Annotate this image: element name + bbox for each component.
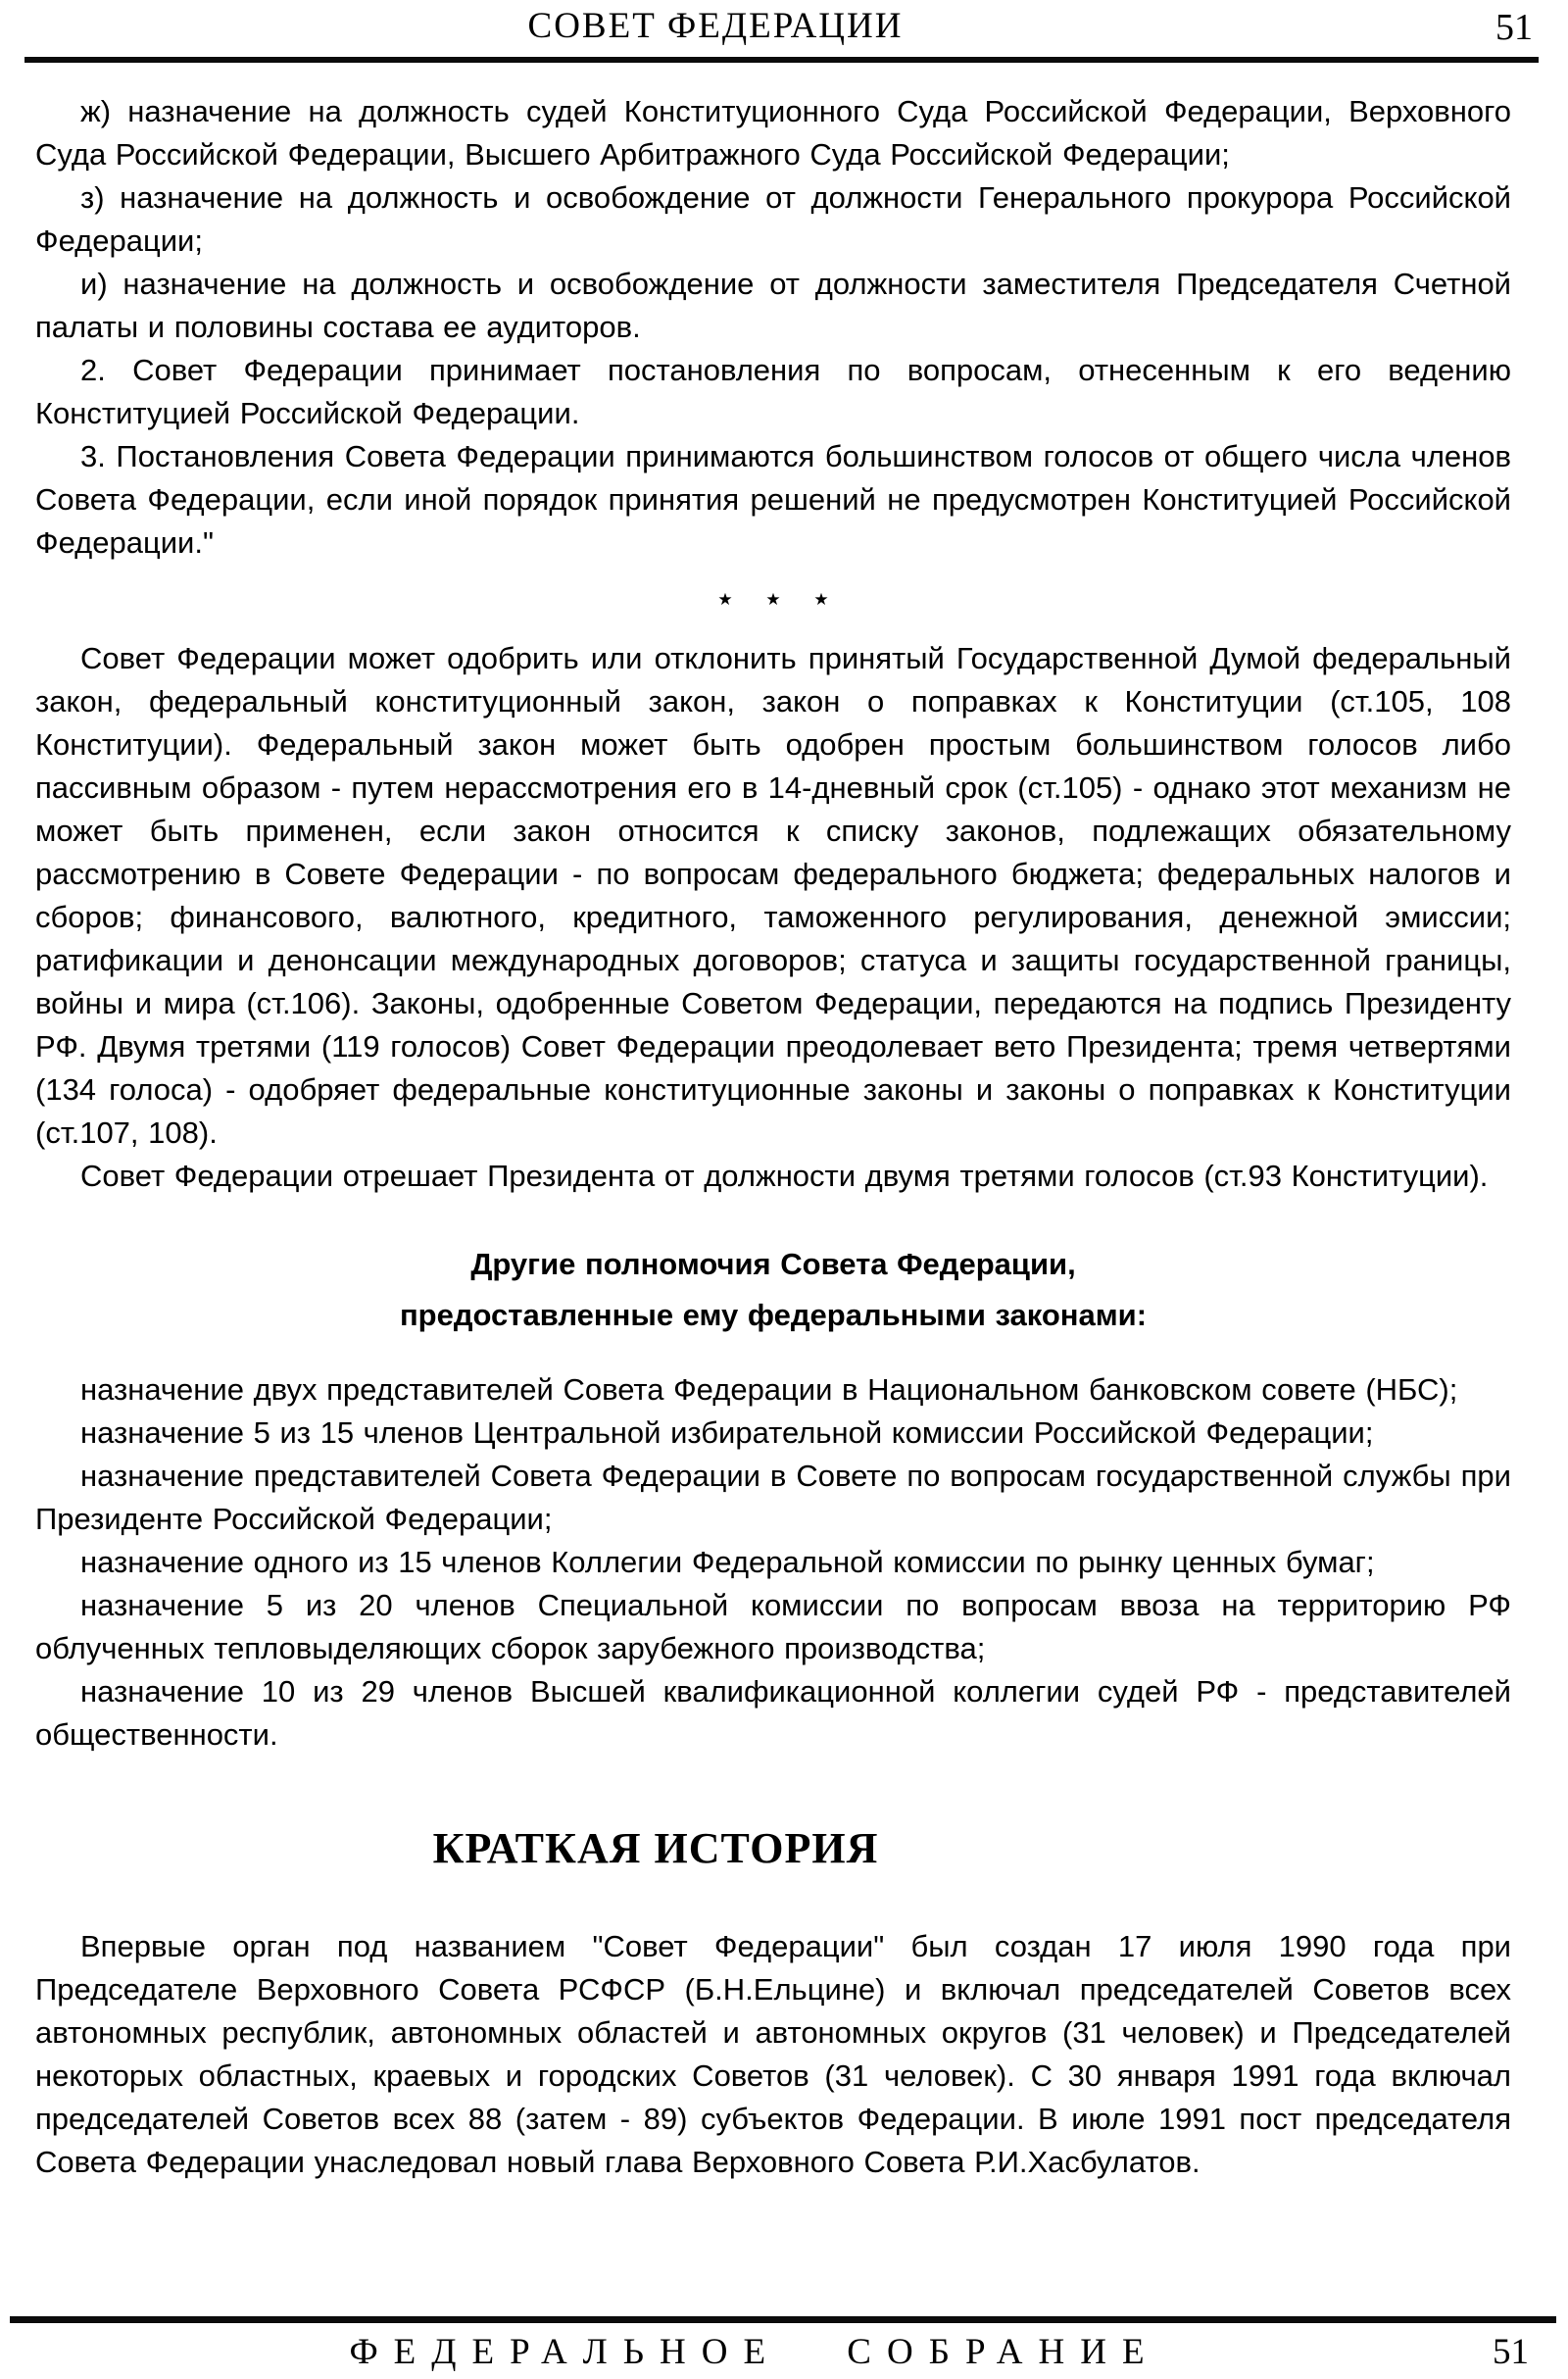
- paragraph-prosecutor-appointment: з) назначение на должность и освобождение от должности Генерального прокурора Российской Федерации;: [35, 180, 1511, 258]
- paragraph-history: Впервые орган под названием "Совет Федерации" был создан 17 июля 1990 года при Председателе Верховного Совета РСФСР (Б.Н.Ельцине) и включал председателей Советов всех автономных республик, автономных областей и автономных округов (31 человек) и Председателей некоторых областных, краевых и городских Советов (31 человек). С 30 января 1991 года включал председателей Советов всех 88 (затем - 89) субъектов Федерации. В июле 1991 пост председателя Совета Федерации унаследовал новый глава Верховного Совета Р.И.Хасбулатов.: [35, 1929, 1511, 2179]
- paragraph-judges-qualification-board: назначение 10 из 29 членов Высшей квалификационной коллегии судей РФ - представителей общественности.: [35, 1674, 1511, 1752]
- footer-page-number: 51: [1493, 2332, 1529, 2372]
- text-column: [35, 90, 1511, 2184]
- other-powers-heading-line2: предоставленные ему федеральными законами:: [399, 1298, 1148, 1332]
- paragraph-judges-appointment: ж) назначение на должность судей Конституционного Суда Российской Федерации, Верховного Суда Российской Федерации, Высшего Арбитражного Суда Российской Федерации;: [35, 94, 1511, 172]
- paragraph-cec-members: назначение 5 из 15 членов Центральной избирательной комиссии Российской Федерации;: [80, 1415, 1374, 1450]
- paragraph-nbs-representatives: назначение двух представителей Совета Федерации в Национальном банковском совете (НБС);: [80, 1372, 1458, 1407]
- other-powers-heading: [35, 1239, 1511, 1341]
- paragraph-civil-service-council: назначение представителей Совета Федерации в Совете по вопросам государственной службы при Президенте Российской Федерации;: [35, 1459, 1511, 1536]
- paragraph-special-commission: назначение 5 из 20 членов Специальной комиссии по вопросам ввоза на территорию РФ облученных тепловыделяющих сборок зарубежного производства;: [35, 1588, 1511, 1665]
- paragraph-accounts-chamber: и) назначение на должность и освобождение от должности заместителя Председателя Счетной палаты и половины состава ее аудиторов.: [35, 267, 1511, 344]
- paragraph-impeachment: Совет Федерации отрешает Президента от должности двумя третями голосов (ст.93 Конституции).: [80, 1159, 1489, 1193]
- paragraph-law-approval: Совет Федерации может одобрить или отклонить принятый Государственной Думой федеральный закон, федеральный конституционный закон, закон о поправках к Конституции (ст.105, 108 Конституции). Федеральный закон может быть одобрен простым большинством голосов либо пассивным образом - путем нерассмотрения его в 14-дневный срок (ст.105) - однако этот механизм не может быть применен, если закон относится к списку законов, подлежащих обязательному рассмотрению в Совете Федерации - по вопросам федерального бюджета; федеральных налогов и сборов; финансового, валютного, кредитного, таможенного регулирования, денежной эмиссии; ратификации и денонсации международных договоров; статуса и защиты государственной границы, войны и мира (ст.106). Законы, одобренные Советом Федерации, передаются на подпись Президенту РФ. Двумя третями (119 голосов) Совет Федерации преодолевает вето Президента; тремя четвертями (134 голоса) - одобряет федеральные конституционные законы и законы о поправках к Конституции (ст.107, 108).: [35, 641, 1511, 1150]
- history-title: КРАТКАЯ ИСТОРИЯ: [432, 1824, 879, 1872]
- footer-title: ФЕДЕРАЛЬНОЕ СОБРАНИЕ: [349, 2332, 1160, 2372]
- page-header: [0, 0, 1568, 63]
- other-powers-heading-line1: Другие полномочия Совета Федерации,: [470, 1247, 1076, 1281]
- header-page-number: 51: [1495, 7, 1533, 48]
- paragraph-securities-commission: назначение одного из 15 членов Коллегии Федеральной комиссии по рынку ценных бумаг;: [80, 1545, 1375, 1579]
- paragraph-majority-vote: 3. Постановления Совета Федерации принимаются большинством голосов от общего числа членов Совета Федерации, если иной порядок принятия решений не предусмотрен Конституцией Российской Федерации.": [35, 439, 1511, 560]
- header-rule: [24, 57, 1539, 63]
- header-title: СОВЕТ ФЕДЕРАЦИИ: [527, 6, 904, 46]
- stars-separator: ★ ★ ★: [717, 590, 843, 609]
- paragraph-resolutions: 2. Совет Федерации принимает постановления по вопросам, отнесенным к его ведению Конституцией Российской Федерации.: [35, 353, 1511, 430]
- footer-rule: [10, 2316, 1556, 2323]
